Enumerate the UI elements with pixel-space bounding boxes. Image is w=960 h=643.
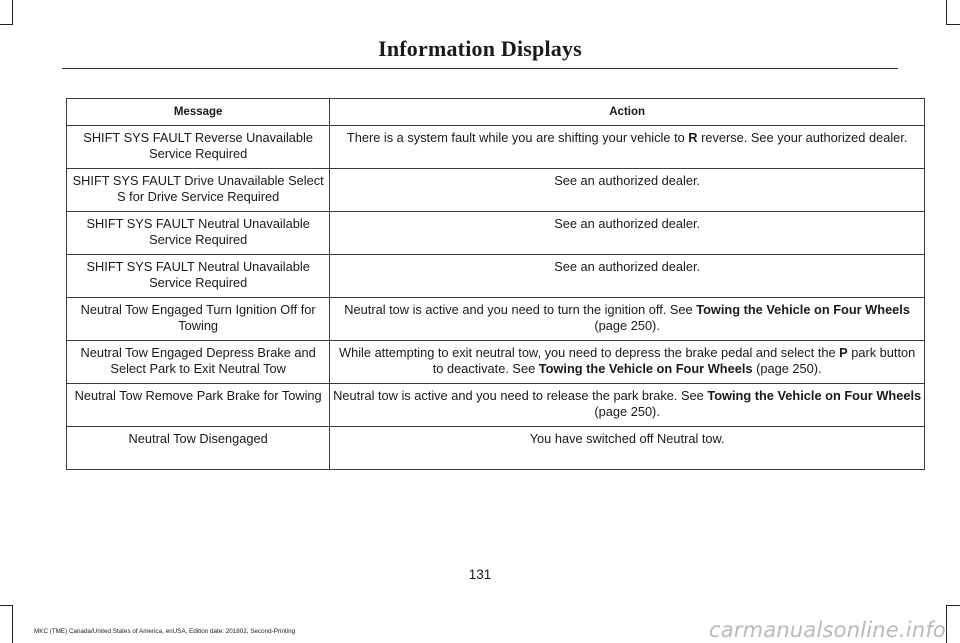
table-row <box>67 341 925 384</box>
crop-mark-top-left-horizontal <box>0 24 13 25</box>
table-row <box>67 298 925 341</box>
action-cell <box>330 169 925 212</box>
action-text: park button to deactivate. See <box>432 345 916 376</box>
crop-mark-top-right-vertical <box>946 0 947 24</box>
action-cell <box>330 298 925 341</box>
message-cell: SHIFT SYS FAULT Neutral Unavailable Service Required <box>67 212 330 255</box>
table-row <box>67 212 925 255</box>
table-row <box>67 384 925 427</box>
action-cell <box>330 384 925 427</box>
action-reference: Towing the Vehicle on Four Wheels <box>696 302 910 317</box>
messages-table <box>66 98 925 470</box>
action-text: (page 250). <box>752 361 822 376</box>
message-cell: Neutral Tow Engaged Depress Brake and Select Park to Exit Neutral Tow <box>67 341 330 384</box>
crop-mark-top-left-vertical <box>12 0 13 24</box>
action-text: You have switched off Neutral tow. <box>529 431 725 446</box>
crop-mark-bottom-right-vertical <box>946 605 947 643</box>
action-text: See an authorized dealer. <box>554 216 701 231</box>
table-row <box>67 427 925 470</box>
column-header-message: Message <box>67 99 330 126</box>
action-text: reverse. See your authorized dealer. <box>697 130 908 145</box>
table-row <box>67 169 925 212</box>
action-cell <box>330 341 925 384</box>
action-text: (page 250). <box>594 404 660 419</box>
action-cell <box>330 212 925 255</box>
action-reference: P <box>839 345 848 360</box>
action-reference: Towing the Vehicle on Four Wheels <box>707 388 922 403</box>
action-reference: R <box>688 130 698 145</box>
table-row <box>67 126 925 169</box>
action-reference: Towing the Vehicle on Four Wheels <box>538 361 753 376</box>
edition-footer: MKC (TME) Canada/United States of America, enUSA, Edition date: 201802, Second-Printing <box>34 628 296 635</box>
action-text: (page 250). <box>594 318 660 333</box>
action-cell <box>330 427 925 470</box>
message-cell: Neutral Tow Disengaged <box>67 427 330 470</box>
crop-mark-bottom-left-horizontal <box>0 605 13 606</box>
action-text: Neutral tow is active and you need to turn the ignition off. See <box>344 302 697 317</box>
action-cell <box>330 126 925 169</box>
crop-mark-bottom-right-horizontal <box>946 605 960 606</box>
crop-mark-top-right-horizontal <box>946 24 960 25</box>
action-text: See an authorized dealer. <box>554 173 701 188</box>
message-cell: Neutral Tow Remove Park Brake for Towing <box>67 384 330 427</box>
action-cell <box>330 255 925 298</box>
page-title: Information Displays <box>378 36 582 61</box>
page-number: 131 <box>468 567 492 582</box>
action-text: There is a system fault while you are shifting your vehicle to <box>346 130 689 145</box>
action-text: See an authorized dealer. <box>554 259 701 274</box>
table-body <box>67 126 925 470</box>
column-header-action: Action <box>330 99 925 126</box>
message-cell: SHIFT SYS FAULT Reverse Unavailable Service Required <box>67 126 330 169</box>
message-cell: SHIFT SYS FAULT Drive Unavailable Select S for Drive Service Required <box>67 169 330 212</box>
table-row <box>67 255 925 298</box>
message-cell: Neutral Tow Engaged Turn Ignition Off for Towing <box>67 298 330 341</box>
action-text: Neutral tow is active and you need to release the park brake. See <box>333 388 708 403</box>
action-text: While attempting to exit neutral tow, you need to depress the brake pedal and select the <box>339 345 840 360</box>
watermark: carmanualsonline.info <box>709 618 946 642</box>
header-divider <box>62 68 898 69</box>
message-cell: SHIFT SYS FAULT Neutral Unavailable Service Required <box>67 255 330 298</box>
table-header-row <box>67 99 925 126</box>
crop-mark-bottom-left-vertical <box>12 605 13 643</box>
